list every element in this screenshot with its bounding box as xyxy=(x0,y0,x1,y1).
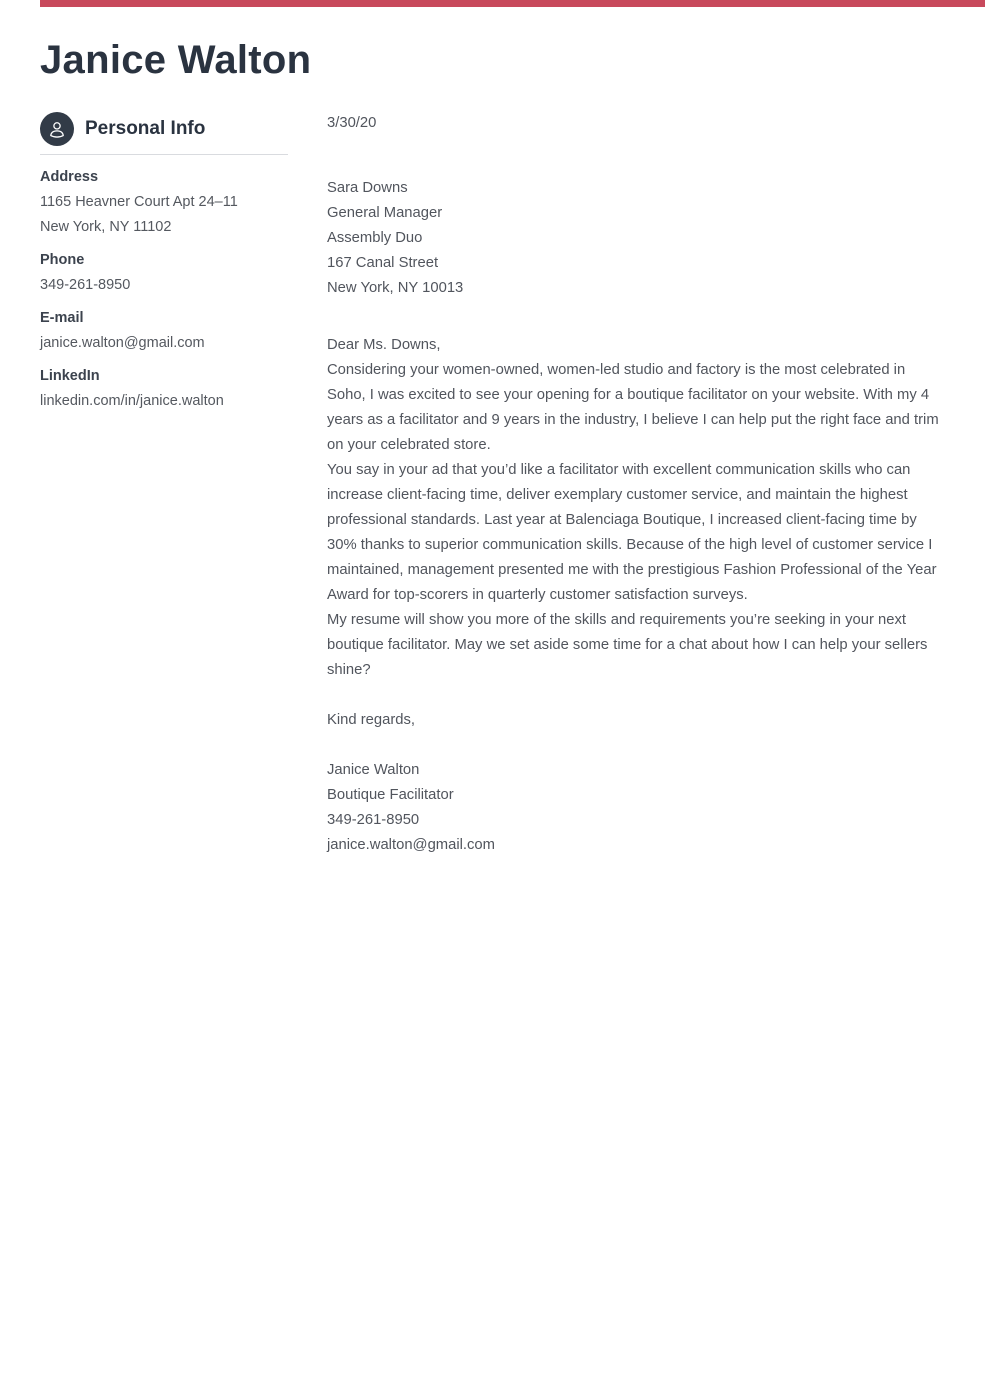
salutation: Dear Ms. Downs, xyxy=(327,337,441,353)
person-icon xyxy=(40,112,74,146)
field-phone xyxy=(40,248,288,298)
field-phone-label: Phone xyxy=(40,252,85,268)
personal-info-title: Personal Info xyxy=(85,118,206,139)
field-linkedin xyxy=(40,364,288,414)
recipient-name: Sara Downs xyxy=(327,180,408,196)
signature-block xyxy=(327,758,947,858)
letter-date: 3/30/20 xyxy=(327,115,377,131)
recipient-title: General Manager xyxy=(327,205,443,221)
signature-name: Janice Walton xyxy=(327,762,420,778)
signature-email: janice.walton@gmail.com xyxy=(327,837,495,853)
page-title: Janice Walton xyxy=(40,38,312,82)
personal-info-header xyxy=(40,112,288,155)
field-email-label: E-mail xyxy=(40,310,84,326)
personal-info-sidebar xyxy=(40,112,288,422)
recipient-street: 167 Canal Street xyxy=(327,255,439,271)
field-address xyxy=(40,165,288,240)
letter-paragraph-1: Considering your women-owned, women-led studio and factory is the most celebrated in Soho, I was excited to see your opening for a boutique facilitator on your website. With my 4 years as a facilitator and 9 years in the industry, I believe I can help put the right face and trim on your celebrated store. xyxy=(327,362,939,453)
accent-bar xyxy=(40,0,985,7)
recipient-block xyxy=(327,176,947,301)
field-email xyxy=(40,306,288,356)
signature-title: Boutique Facilitator xyxy=(327,787,454,803)
field-email-value: janice.walton@gmail.com xyxy=(40,335,205,351)
closing: Kind regards, xyxy=(327,712,416,728)
field-address-label: Address xyxy=(40,169,99,185)
letter-paragraph-2: You say in your ad that you’d like a facilitator with excellent communication skills who can increase client-facing time, deliver exemplary customer service, and maintain the highest professional standards. Last year at Balenciaga Boutique, I increased client-facing time by 30% thanks to superior communication skills. Because of the high level of customer service I maintained, management presented me with the prestigious Fashion Professional of the Year Award for top-scorers in quarterly customer satisfaction surveys. xyxy=(327,462,937,603)
personal-info-fields xyxy=(40,165,288,414)
field-linkedin-value: linkedin.com/in/janice.walton xyxy=(40,393,224,409)
field-address-line1: 1165 Heavner Court Apt 24–11 xyxy=(40,194,238,210)
cover-letter-body xyxy=(327,111,947,858)
field-address-line2: New York, NY 11102 xyxy=(40,219,172,235)
recipient-city: New York, NY 10013 xyxy=(327,280,464,296)
field-linkedin-label: LinkedIn xyxy=(40,368,100,384)
signature-phone: 349-261-8950 xyxy=(327,812,420,828)
letter-paragraph-3: My resume will show you more of the skills and requirements you’re seeking in your next boutique facilitator. May we set aside some time for a chat about how I can help your sellers shine? xyxy=(327,612,928,678)
field-phone-value: 349-261-8950 xyxy=(40,277,131,293)
recipient-company: Assembly Duo xyxy=(327,230,423,246)
